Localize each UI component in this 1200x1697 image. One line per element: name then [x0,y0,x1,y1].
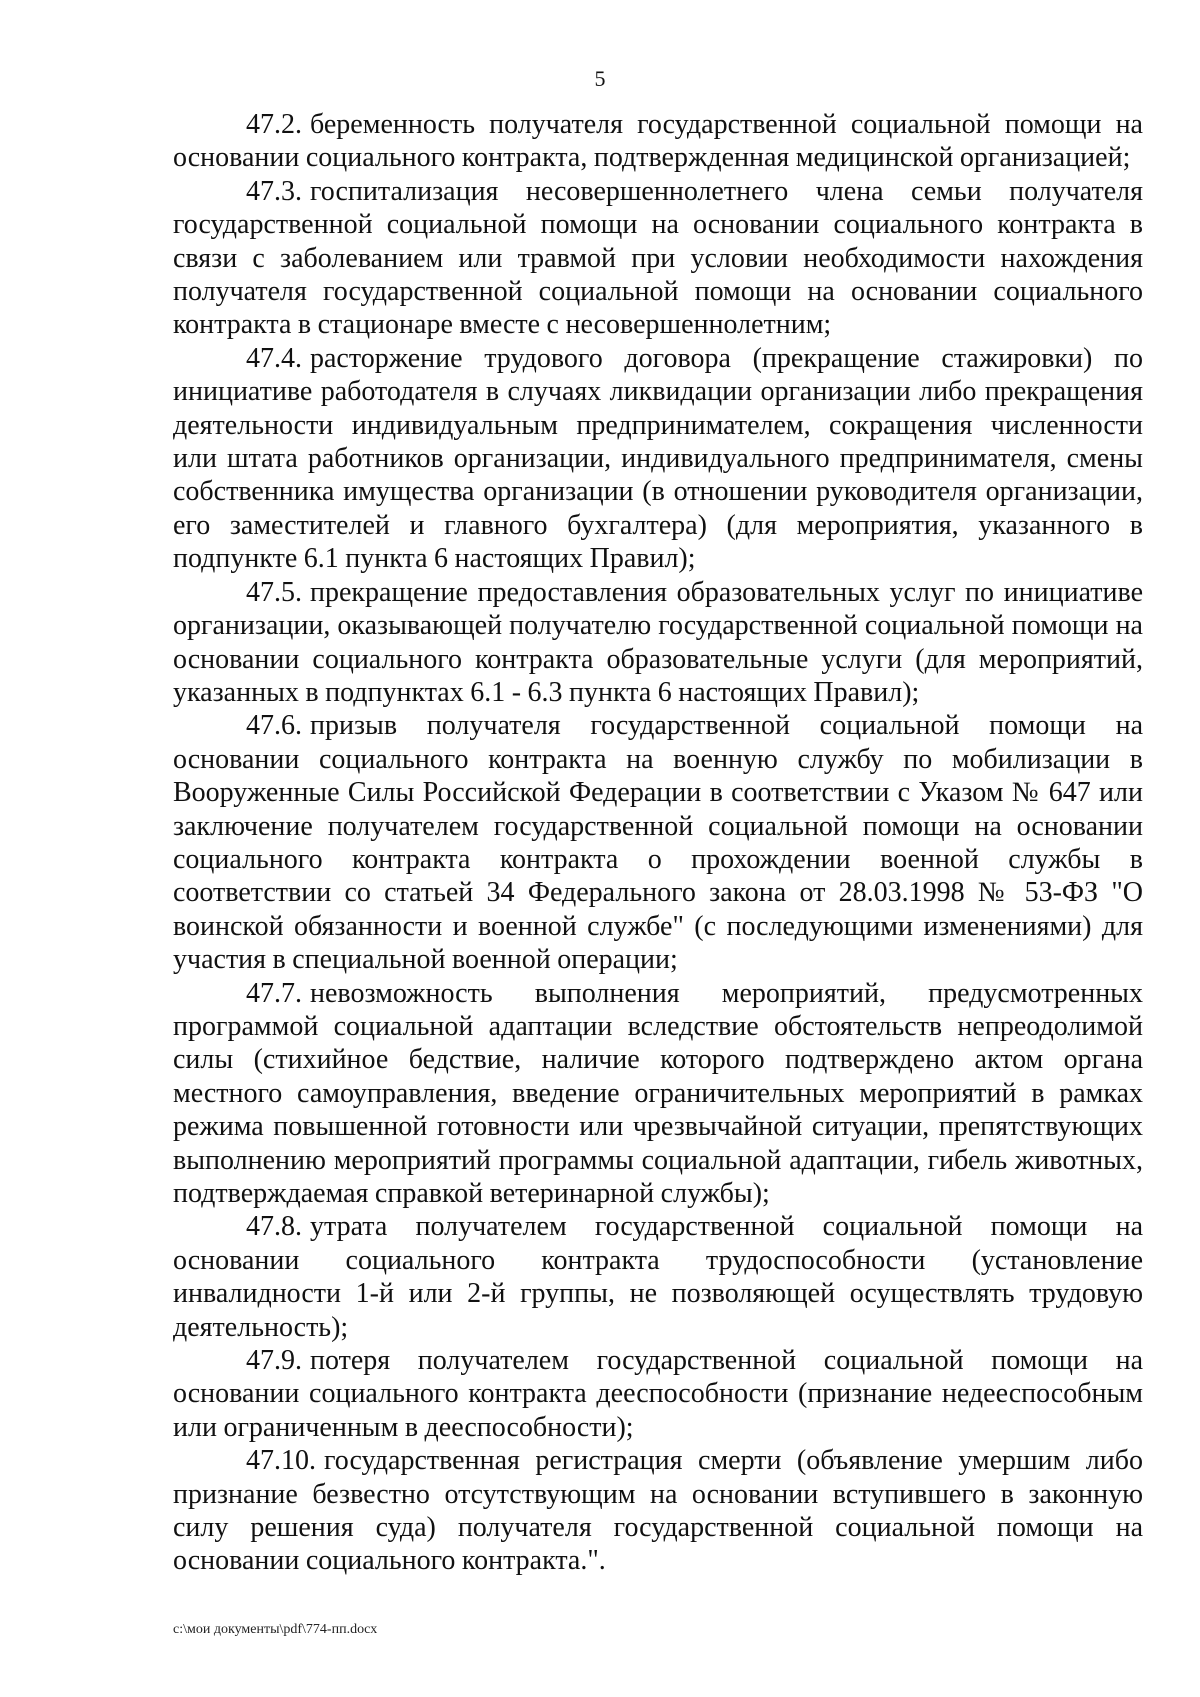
paragraph-text: беременность получателя государственной социальной помощи на основании социального контракта, подтвержденная медицинской организацией; [173,109,1143,174]
paragraph-number: 47.9. [246,1345,302,1377]
paragraph-47-2 [173,108,1143,175]
document-body [173,108,1143,1578]
paragraph-47-5 [173,576,1143,710]
paragraph-number: 47.6. [246,710,302,742]
paragraph-47-8 [173,1210,1143,1344]
page-number: 5 [594,66,606,91]
paragraph-47-3 [173,175,1143,342]
paragraph-text: невозможность выполнения мероприятий, предусмотренных программой социальной адаптации вследствие обстоятельств непреодолимой силы (стихийное бедствие, наличие которого подтверждено актом органа местного самоуправления, введение ограничительных мероприятий в рамках режима повышенной готовности или чрезвычайной ситуации, препятствующих выполнению мероприятий программы социальной адаптации, гибель животных, подтверждаемая справкой ветеринарной службы); [173,977,1143,1209]
paragraph-47-7 [173,977,1143,1211]
paragraph-text: госпитализация несовершеннолетнего члена семьи получателя государственной социальной помощи на основании социального контракта в связи с заболеванием или травмой при условии необходимости нахождения получателя государственной социальной помощи на основании социального контракта в стационаре вместе с несовершеннолетним; [173,175,1143,341]
footer-file-path: c:\мои документы\pdf\774-пп.docx [173,1622,378,1637]
paragraph-text: утрата получателем государственной социальной помощи на основании социального контракта трудоспособности (установление инвалидности 1-й или 2-й группы, не позволяющей осуществлять трудовую деятельность); [173,1211,1143,1343]
paragraph-47-6 [173,709,1143,976]
paragraph-text: государственная регистрация смерти (объявление умершим либо признание безвестно отсутствующим на основании вступившего в законную силу решения суда) получателя государственной социальной помощи на основании социального контракта.". [173,1445,1143,1577]
paragraph-47-9 [173,1344,1143,1444]
paragraph-number: 47.5. [246,576,302,608]
paragraph-number: 47.2. [246,109,302,140]
paragraph-text: потеря получателем государственной социальной помощи на основании социального контракта дееспособности (признание недееспособным или ограниченным в дееспособности); [173,1345,1143,1443]
paragraph-47-4 [173,342,1143,576]
paragraph-number: 47.3. [246,175,302,207]
paragraph-number: 47.7. [246,977,302,1009]
paragraph-47-10 [173,1444,1143,1578]
paragraph-number: 47.10. [246,1445,316,1477]
paragraph-number: 47.8. [246,1211,302,1243]
paragraph-text: расторжение трудового договора (прекращение стажировки) по инициативе работодателя в случаях ликвидации организации либо прекращения деятельности индивидуальным предпринимателем, сокращения численности или штата работников организации, индивидуального предпринимателя, смены собственника имущества организации (в отношении руководителя организации, его заместителей и главного бухгалтера) (для мероприятия, указанного в подпункте 6.1 пункта 6 настоящих Правил); [173,342,1143,575]
paragraph-text: прекращение предоставления образовательных услуг по инициативе организации, оказывающей получателю государственной социальной помощи на основании социального контракта образовательные услуги (для мероприятий, указанных в подпунктах 6.1 - 6.3 пункта 6 настоящих Правил); [173,576,1143,708]
paragraph-number: 47.4. [246,342,302,374]
paragraph-text: призыв получателя государственной социальной помощи на основании социального контракта на военную службу по мобилизации в Вооруженные Силы Российской Федерации в соответствии с Указом № 647 или заключение получателем государственной социальной помощи на основании социального контракта контракта о прохождении военной службы в соответствии со статьей 34 Федерального закона от 28.03.1998 № 53-ФЗ "О воинской обязанности и военной службе" (с последующими изменениями) для участия в специальной военной операции; [173,710,1143,976]
